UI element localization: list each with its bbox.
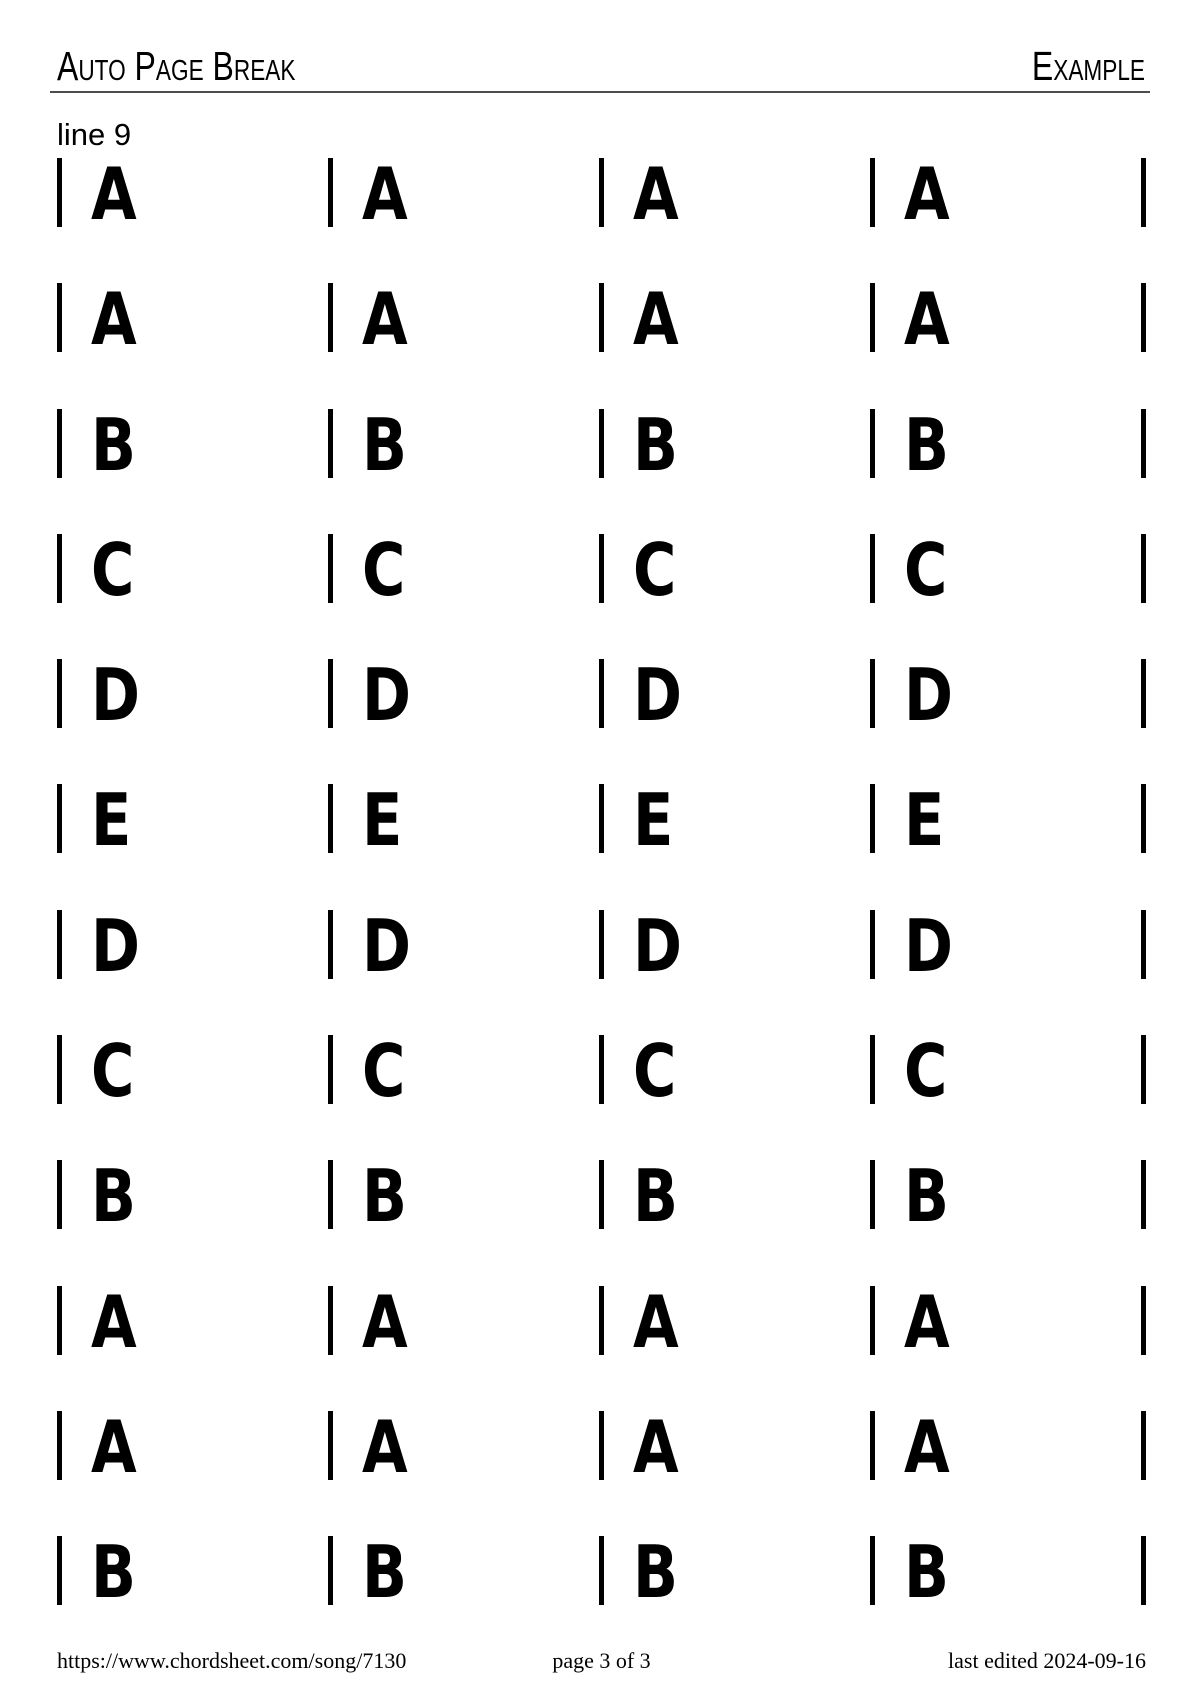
chord-row xyxy=(57,277,1146,362)
chord-label: B xyxy=(91,1530,137,1615)
chord-label: A xyxy=(633,277,679,362)
chord-label: D xyxy=(91,653,141,738)
chord-label: A xyxy=(904,277,950,362)
bar-line xyxy=(328,1411,333,1480)
bar-line xyxy=(57,1411,62,1480)
bar-line xyxy=(328,910,333,979)
chord-label: E xyxy=(91,778,132,863)
chord-row xyxy=(57,653,1146,738)
bar-line xyxy=(599,784,604,853)
bar-line xyxy=(57,910,62,979)
page-footer xyxy=(57,1649,1146,1677)
chord-label: B xyxy=(91,402,137,487)
bar-line xyxy=(870,1160,875,1229)
chord-row xyxy=(57,1154,1146,1239)
chord-label: C xyxy=(91,527,135,612)
section-label: line 9 xyxy=(57,117,132,152)
chord-label: D xyxy=(904,653,954,738)
chord-label: B xyxy=(904,402,950,487)
chord-label: E xyxy=(362,778,403,863)
bar-line xyxy=(599,1411,604,1480)
bar-line xyxy=(599,1536,604,1605)
header-rule xyxy=(50,91,1150,93)
song-title: Auto Page Break xyxy=(57,43,296,89)
chord-label: A xyxy=(362,277,408,362)
bar-line xyxy=(599,910,604,979)
chord-label: B xyxy=(633,1530,679,1615)
chord-label: A xyxy=(904,152,950,236)
chord-label: C xyxy=(362,1029,406,1114)
bar-line xyxy=(1141,659,1146,728)
chord-label: C xyxy=(904,1029,948,1114)
page-indicator: page 3 of 3 xyxy=(552,1648,651,1673)
bar-line xyxy=(328,1035,333,1104)
chord-label: E xyxy=(904,778,945,863)
bar-line xyxy=(1141,283,1146,352)
bar-line xyxy=(328,1160,333,1229)
bar-line xyxy=(599,158,604,227)
chord-label: B xyxy=(904,1154,950,1239)
bar-line xyxy=(1141,784,1146,853)
bar-line xyxy=(57,1160,62,1229)
bar-line xyxy=(870,283,875,352)
chord-label: A xyxy=(904,1279,950,1364)
chord-label: B xyxy=(362,1530,408,1615)
bar-line xyxy=(328,534,333,603)
bar-line xyxy=(870,1035,875,1104)
chord-label: B xyxy=(91,1154,137,1239)
chord-row xyxy=(57,527,1146,612)
chord-row xyxy=(57,1530,1146,1615)
chord-label: A xyxy=(362,152,408,236)
bar-line xyxy=(870,784,875,853)
last-edited-label: last edited 2024-09-16 xyxy=(948,1648,1146,1673)
bar-line xyxy=(328,784,333,853)
bar-line xyxy=(57,784,62,853)
chord-label: D xyxy=(91,903,141,988)
chord-row xyxy=(57,1029,1146,1114)
chord-label: C xyxy=(633,1029,677,1114)
bar-line xyxy=(1141,158,1146,227)
chord-label: B xyxy=(633,402,679,487)
chord-label: A xyxy=(91,1279,137,1364)
bar-line xyxy=(1141,534,1146,603)
chord-label: B xyxy=(362,1154,408,1239)
chord-row xyxy=(57,903,1146,988)
bar-line xyxy=(1141,1411,1146,1480)
bar-line xyxy=(870,659,875,728)
chord-label: C xyxy=(91,1029,135,1114)
bar-line xyxy=(57,659,62,728)
chord-row xyxy=(57,1279,1146,1364)
chord-label: D xyxy=(362,653,412,738)
chord-label: D xyxy=(633,653,683,738)
bar-line xyxy=(328,158,333,227)
bar-line xyxy=(870,534,875,603)
bar-line xyxy=(57,409,62,478)
bar-line xyxy=(328,283,333,352)
bar-line xyxy=(870,1536,875,1605)
bar-line xyxy=(328,409,333,478)
chord-label: A xyxy=(91,1404,137,1489)
bar-line xyxy=(57,158,62,227)
chord-label: A xyxy=(633,1404,679,1489)
chord-label: D xyxy=(904,903,954,988)
chord-label: A xyxy=(904,1404,950,1489)
chord-label: A xyxy=(633,1279,679,1364)
header-right-label: Example xyxy=(1031,43,1145,89)
chord-label: A xyxy=(633,152,679,236)
chord-label: E xyxy=(633,778,674,863)
chord-label: A xyxy=(91,277,137,362)
bar-line xyxy=(1141,910,1146,979)
chord-row xyxy=(57,152,1146,236)
chord-row xyxy=(57,1404,1146,1489)
bar-line xyxy=(870,409,875,478)
bar-line xyxy=(870,1411,875,1480)
bar-line xyxy=(1141,1286,1146,1355)
bar-line xyxy=(57,1536,62,1605)
bar-line xyxy=(1141,409,1146,478)
chord-row xyxy=(57,778,1146,863)
bar-line xyxy=(870,910,875,979)
bar-line xyxy=(57,534,62,603)
chord-label: C xyxy=(904,527,948,612)
chord-label: D xyxy=(362,903,412,988)
bar-line xyxy=(599,409,604,478)
bar-line xyxy=(599,1286,604,1355)
song-url-link[interactable]: https://www.chordsheet.com/song/7130 xyxy=(57,1648,407,1673)
chord-label: C xyxy=(362,527,406,612)
chord-label: B xyxy=(633,1154,679,1239)
chord-label: A xyxy=(91,152,137,236)
bar-line xyxy=(599,1035,604,1104)
bar-line xyxy=(57,1286,62,1355)
bar-line xyxy=(1141,1035,1146,1104)
bar-line xyxy=(870,1286,875,1355)
bar-line xyxy=(599,1160,604,1229)
chord-label: A xyxy=(362,1404,408,1489)
bar-line xyxy=(870,158,875,227)
chord-label: D xyxy=(633,903,683,988)
chord-label: B xyxy=(362,402,408,487)
bar-line xyxy=(328,1286,333,1355)
bar-line xyxy=(328,1536,333,1605)
bar-line xyxy=(599,283,604,352)
bar-line xyxy=(599,534,604,603)
chord-label: B xyxy=(904,1530,950,1615)
chord-grid xyxy=(57,152,1146,1662)
chord-label: A xyxy=(362,1279,408,1364)
bar-line xyxy=(57,1035,62,1104)
bar-line xyxy=(1141,1536,1146,1605)
bar-line xyxy=(599,659,604,728)
chord-label: C xyxy=(633,527,677,612)
chord-row xyxy=(57,402,1146,487)
bar-line xyxy=(1141,1160,1146,1229)
bar-line xyxy=(57,283,62,352)
bar-line xyxy=(328,659,333,728)
